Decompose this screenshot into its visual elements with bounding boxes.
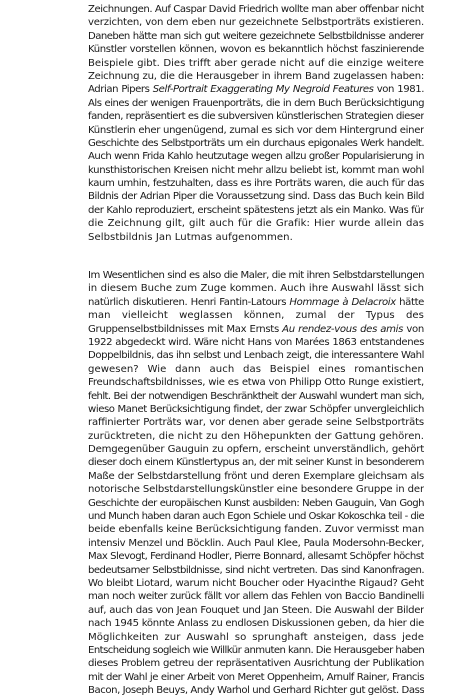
text-segment: Adrian Pipers — [88, 84, 153, 96]
text-line — [88, 443, 424, 456]
text-segment: Max Slevogt, Ferdinand Hodler, Pierre Bonnard, allesamt Schöpfer höchst — [88, 551, 424, 563]
text-line — [88, 671, 424, 684]
text-segment: verzichten, von dem eben nur gezeichnete Selbstporträts existieren. — [88, 17, 424, 29]
text-line — [88, 497, 424, 510]
text-line — [88, 657, 424, 670]
text-segment: man noch weiter zurück fällt vor allem das Fehlen von Baccio Bandinelli — [88, 591, 424, 603]
text-segment: und Munch haben daran auch Egon Schiele und Oskar Kokoschka teil - die — [88, 511, 424, 523]
text-line — [88, 137, 424, 150]
text-line — [88, 177, 424, 190]
text-line — [88, 416, 424, 429]
text-line — [88, 3, 424, 16]
text-line — [88, 564, 424, 577]
text-segment: Geschichte des Selbstporträts um ein durchaus epigonales Werk handelt. — [88, 137, 424, 149]
text-segment: von — [403, 323, 424, 335]
text-segment: nach 1945 könnte Anlass zu endlosen Diskussionen geben, da hier die — [88, 618, 424, 630]
text-segment: in diesem Buche zum Zuge kommen. Auch ihre Auswahl lässt sich — [88, 283, 424, 295]
text-segment: beide ebenfalls keine Berücksichtigung fanden. Zuvor vermisst man — [88, 524, 424, 536]
text-segment: Selbstbildnis Jan Lutmas aufgenommen. — [88, 231, 293, 243]
text-segment: Bildnis der Adrian Piper die Voraussetzung sind. Dass das Buch kein Bild — [88, 191, 424, 203]
text-segment: gewesen? Wie dann auch das Beispiel eines romantischen — [88, 363, 424, 375]
text-line — [88, 537, 424, 550]
text-segment: dieser doch einem Künstlertypus an, der mit seiner Kunst in besonderem — [88, 457, 424, 469]
text-segment: zurücktreten, die nicht zu den Höhepunkten der Gattung gehören. — [88, 430, 424, 442]
text-segment: Künstler vorstellen können, wovon es bekanntlich höchst faszinierende — [88, 44, 424, 56]
text-segment: Auch wenn Frida Kahlo heutzutage wegen allzu großer Popularisierung in — [88, 151, 424, 163]
text-segment: Im Wesentlichen sind es also die Maler, die mit ihren Selbstdarstellungen — [88, 270, 424, 281]
text-segment: fanden, repräsentiert es die subversiven künstlerischen Strategien dieser — [88, 111, 424, 123]
italic-title: Hommage à Delacroix — [289, 296, 396, 308]
text-line — [88, 323, 424, 336]
text-line — [88, 550, 424, 563]
text-line — [88, 70, 424, 83]
text-segment: Gruppenselbstbildnisses mit Max Ernsts — [88, 323, 283, 335]
text-line — [88, 296, 424, 309]
text-line — [88, 124, 424, 137]
text-segment: fehlt. Bei der notwendigen Beschränktheit der Auswahl wundert man sich, — [88, 390, 424, 402]
text-line — [88, 309, 424, 322]
italic-title: Self-Portrait Exaggerating My Negroid Features — [152, 84, 374, 96]
text-segment: Maße der Selbstdarstellung frönt und deren Exemplare gleichsam als — [88, 470, 424, 482]
text-segment: Zeichnungen. Auf Caspar David Friedrich wollte man aber offenbar nicht — [88, 4, 424, 15]
text-segment: kunsthistorischen Kreisen nicht mehr allzu beliebt ist, kommt man wohl — [88, 164, 424, 176]
text-segment: Bacon, Joseph Beuys, Andy Warhol und Gerhard Richter gut gelöst. Dass — [88, 685, 424, 697]
text-line — [88, 403, 424, 416]
text-segment: Beispiele gibt. Dies trifft aber gerade nicht auf die einzige weitere — [88, 57, 424, 69]
text-line — [88, 30, 424, 43]
text-segment: raffinierter Porträts war, vor denen aber gerade seine Selbstporträts — [88, 417, 424, 429]
text-line — [88, 16, 424, 29]
text-segment: Möglichkeiten zur Auswahl so sprunghaft ansteigen, dass jede — [88, 631, 424, 643]
paragraph-painters-selection — [88, 269, 424, 698]
italic-title: Au rendez-vous des amis — [282, 323, 404, 335]
text-line — [88, 269, 424, 282]
text-line — [88, 644, 424, 657]
text-segment: Wo bleibt Liotard, warum nicht Boucher oder Hyacinthe Rigaud? Geht — [88, 577, 424, 589]
text-segment: notorische Selbstdarstellungskünstler eine besondere Gruppe in der — [88, 484, 424, 496]
text-line — [88, 390, 424, 403]
text-segment: mit der Wahl je einer Arbeit von Meret Oppenheim, Arnulf Rainer, Francis — [88, 671, 424, 683]
text-line — [88, 631, 424, 644]
text-line — [88, 190, 424, 203]
text-segment: wieso Manet Berücksichtigung findet, der zwar Schöpfer unvergleichlich — [88, 403, 424, 415]
text-segment: bedeutsamer Selbstbildnisse, sind nicht vertreten. Das sind Kanonfragen. — [88, 564, 424, 576]
text-segment: man vielleicht weglassen können, zumal der Typus des — [88, 310, 424, 322]
text-segment: Entscheidung sogleich wie Willkür anmuten kann. Die Herausgeber haben — [88, 644, 424, 656]
text-line — [88, 684, 424, 697]
paragraph-self-portrait-drawings — [88, 3, 424, 244]
text-line — [88, 97, 424, 110]
text-segment: hätte — [395, 296, 424, 308]
text-line — [88, 604, 424, 617]
text-line — [88, 363, 424, 376]
text-segment: Geschichte der europäischen Kunst ausbilden: Neben Gauguin, Van Gogh — [88, 497, 424, 509]
text-line — [88, 110, 424, 123]
text-line — [88, 83, 424, 96]
text-line — [88, 57, 424, 70]
text-line — [88, 204, 424, 217]
text-segment: dieses Problem getreu der repräsentativen Ausrichtung der Publikation — [88, 658, 424, 670]
text-line — [88, 617, 424, 630]
text-line — [88, 430, 424, 443]
text-line — [88, 164, 424, 177]
text-segment: kaum umhin, festzuhalten, dass es ihre Porträts waren, die auch für das — [88, 178, 424, 190]
text-line — [88, 470, 424, 483]
text-line — [88, 150, 424, 163]
text-line — [88, 523, 424, 536]
text-line — [88, 217, 424, 230]
text-segment: Als eines der wenigen Frauenporträts, die in dem Buch Berücksichtigung — [88, 97, 424, 109]
text-line — [88, 231, 424, 244]
text-line — [88, 590, 424, 603]
text-segment: natürlich diskutieren. Henri Fantin-Latours — [88, 296, 290, 308]
text-segment: 1922 abgedeckt wird. Wäre nicht Hans von Marées 1863 entstandenes — [88, 336, 424, 348]
text-line — [88, 376, 424, 389]
text-line — [88, 483, 424, 496]
text-line — [88, 336, 424, 349]
text-segment: Künstlerin eher ungenügend, zumal es sich vor dem Hintergrund einer — [88, 124, 424, 136]
text-line — [88, 456, 424, 469]
text-segment: die Zeichnung gilt, gilt auch für die Grafik: Hier wurde allein das — [88, 218, 424, 230]
text-line — [88, 510, 424, 523]
text-segment: Zeichnung zu, die die Herausgeber in ihrem Band zugelassen haben: — [88, 70, 424, 82]
text-segment: Daneben hätte man sich gut weitere gezeichnete Selbstbildnisse anderer — [88, 30, 424, 42]
text-segment: Doppelbildnis, das ihn selbst und Lenbach zeigt, die interessantere Wahl — [88, 350, 424, 362]
text-line — [88, 282, 424, 295]
text-segment: Freundschaftsbildnisses, wie es etwa von Philipp Otto Runge existiert, — [88, 377, 424, 389]
text-segment: Demgegenüber Gauguin zu opfern, erscheint unverständlich, gehört — [88, 444, 424, 456]
text-line — [88, 349, 424, 362]
text-line — [88, 577, 424, 590]
text-segment: der Kahlo reproduziert, erscheint spätestens jetzt als ein Manko. Was für — [88, 204, 424, 216]
text-segment: auf, auch das von Jean Fouquet und Jan Steen. Die Auswahl der Bilder — [88, 604, 424, 616]
text-line — [88, 43, 424, 56]
text-segment: intensiv Menzel und Böcklin. Auch Paul Klee, Paula Modersohn-Becker, — [88, 537, 424, 549]
text-segment: von 1981. — [373, 84, 424, 96]
